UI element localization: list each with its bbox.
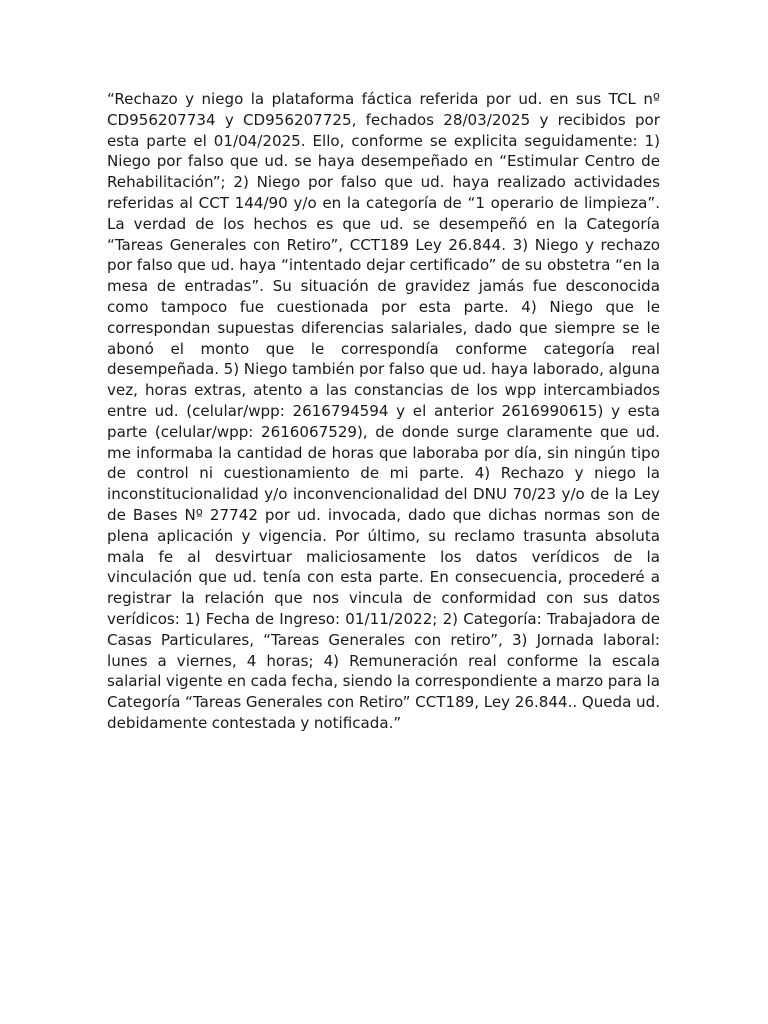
body-paragraph: “Rechazo y niego la plataforma fáctica referida por ud. en sus TCL nº CD956207734 y CD956207725, fechados 28/03/2025 y recibidos por esta parte el 01/04/2025. Ello, conforme se explicita seguidamente: 1) Niego por falso que ud. se haya desempeñado en “Estimular Centro de Rehabilitación”; 2) Niego por falso que ud. haya realizado actividades referidas al CCT 144/90 y/o en la categoría de “1 operario de limpieza”. La verdad de los hechos es que ud. se desempeñó en la Categoría “Tareas Generales con Retiro”, CCT189 Ley 26.844. 3) Niego y rechazo por falso que ud. haya “intentado dejar certificado” de su obstetra “en la mesa de entradas”. Su situación de gravidez jamás fue desconocida como tampoco fue cuestionada por esta parte. 4) Niego que le correspondan supuestas diferencias salariales, dado que siempre se le abonó el monto que le correspondía conforme categoría real desempeñada. 5) Niego también por falso que ud. haya laborado, alguna vez, horas extras, atento a las constancias de los wpp intercambiados entre ud. (celular/wpp: 2616794594 y el anterior 2616990615) y esta parte (celular/wpp: 2616067529), de donde surge claramente que ud. me informaba la cantidad de horas que laboraba por día, sin ningún tipo de control ni cuestionamiento de mi parte. 4) Rechazo y niego la inconstitucionalidad y/o inconvencionalidad del DNU 70/23 y/o de la Ley de Bases Nº 27742 por ud. invocada, dado que dichas normas son de plena aplicación y vigencia. Por último, su reclamo trasunta absoluta mala fe al desvirtuar maliciosamente los datos verídicos de la vinculación que ud. tenía con esta parte. En consecuencia, procederé a registrar la relación que nos vincula de conformidad con sus datos verídicos: 1) Fecha de Ingreso: 01/11/2022; 2) Categoría: Trabajadora de Casas Particulares, “Tareas Generales con retiro”, 3) Jornada laboral: lunes a viernes, 4 horas; 4) Remuneración real conforme la escala salarial vigente en cada fecha, siendo la correspondiente a marzo para la Categoría “Tareas Generales con Retiro” CCT189, Ley 26.844.. Queda ud. debidamente contestada y notificada.” <box>107 90 660 732</box>
